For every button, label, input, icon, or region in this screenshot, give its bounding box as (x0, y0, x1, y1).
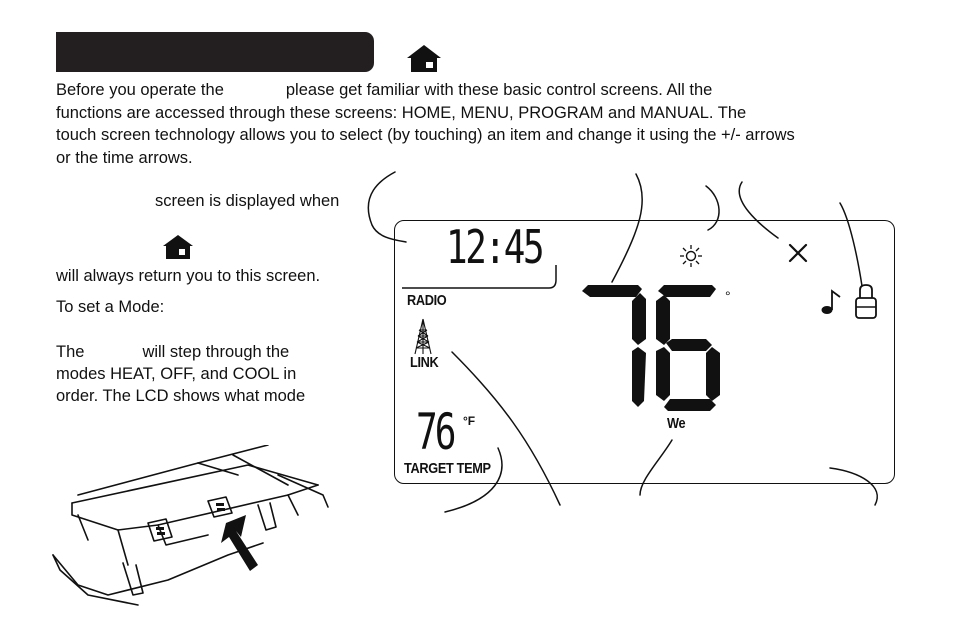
mode-line1-b: will step through the (142, 343, 290, 361)
lock-icon (853, 283, 879, 321)
mode-line1-a: The (56, 343, 85, 361)
day-label: We (667, 415, 686, 432)
antenna-icon (413, 318, 433, 356)
intro-line1-a: Before you operate the (56, 81, 224, 99)
mode-line2: modes HEAT, OFF, and COOL in (56, 365, 297, 383)
set-mode-heading: To set a Mode: (56, 298, 165, 316)
link-label: LINK (410, 354, 439, 371)
target-temp-label: TARGET TEMP (404, 460, 491, 477)
x-icon (787, 242, 809, 264)
return-to-screen-text: will always return you to this screen. (56, 267, 321, 285)
music-note-icon (820, 288, 842, 316)
intro-line2: functions are accessed through these screens: HOME, MENU, PROGRAM and MANUAL. The (56, 103, 747, 122)
sun-icon (679, 244, 703, 268)
radio-label: RADIO (407, 292, 447, 309)
current-temp-degree: ° (725, 288, 731, 304)
current-temp-display[interactable] (580, 283, 720, 413)
intro-line4: or the time arrows. (56, 149, 193, 168)
target-temp-unit: °F (463, 414, 476, 428)
screen-displayed-text: screen is displayed when (155, 192, 340, 210)
lcd-clock[interactable]: 12:45 (446, 220, 543, 274)
intro-line1-b: please get familiar with these basic control screens. All the (285, 81, 713, 99)
intro-line3: touch screen technology allows you to select (by touching) an item and change it using the +/- arrows (56, 126, 795, 145)
target-temp-value[interactable]: 76 (416, 403, 454, 461)
mode-line3: order. The LCD shows what mode (56, 387, 306, 405)
